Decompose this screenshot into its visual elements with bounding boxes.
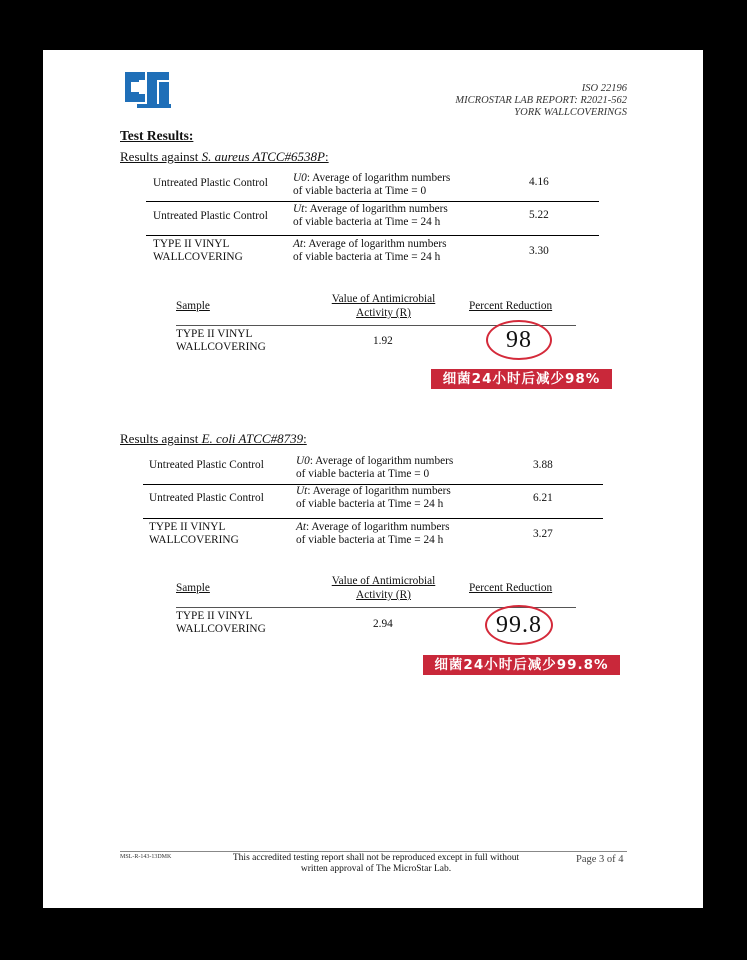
report-client: YORK WALLCOVERINGS — [514, 107, 627, 118]
s2-reduction-banner: 细菌24小时后减少99.8% — [423, 655, 620, 675]
s1-row2-value: 5.22 — [529, 209, 549, 221]
report-number: MICROSTAR LAB REPORT: R2021-562 — [455, 95, 627, 106]
s2-col-r-value: Value of Antimicrobial Activity (R) — [331, 575, 436, 601]
page-number: Page 3 of 4 — [576, 854, 624, 865]
s2-row2-sample: Untreated Plastic Control — [149, 492, 264, 504]
s2-row1-desc: U0: Average of logarithm numbers of viable bacteria at Time = 0 — [296, 455, 454, 480]
s2-row3-desc: At: Average of logarithm numbers of viable bacteria at Time = 24 h — [296, 521, 450, 546]
s2-row1-sample: Untreated Plastic Control — [149, 459, 264, 471]
s1-summary-sample: TYPE II VINYL WALLCOVERING — [176, 328, 266, 353]
s1-row1-value: 4.16 — [529, 176, 549, 188]
s2-reduction-highlight: 99.8 — [485, 605, 553, 645]
s2-col-sample: Sample — [176, 582, 210, 594]
s2-row3-value: 3.27 — [533, 528, 553, 540]
section2-heading: Results against E. coli ATCC#8739: — [120, 431, 307, 446]
footer-notice: This accredited testing report shall not be reproduced except in full without written approval of The MicroStar Lab. — [232, 853, 520, 874]
s2-summary-sample: TYPE II VINYL WALLCOVERING — [176, 610, 266, 635]
s1-row2-sample: Untreated Plastic Control — [153, 210, 268, 222]
report-standard: ISO 22196 — [581, 83, 627, 94]
divider — [146, 201, 599, 202]
s2-r-value: 2.94 — [373, 618, 393, 630]
s1-row3-desc: At: Average of logarithm numbers of viable bacteria at Time = 24 h — [293, 238, 447, 263]
divider — [143, 518, 603, 519]
footer-divider — [120, 851, 627, 852]
microstar-logo-icon — [123, 68, 171, 110]
s2-col-reduction: Percent Reduction — [469, 582, 553, 594]
section1-heading: Results against S. aureus ATCC#6538P: — [120, 149, 329, 164]
s1-row1-sample: Untreated Plastic Control — [153, 177, 268, 189]
page-title: Test Results: — [120, 128, 194, 143]
divider — [146, 235, 599, 236]
s1-row3-sample: TYPE II VINYL WALLCOVERING — [153, 238, 243, 263]
s1-r-value: 1.92 — [373, 335, 393, 347]
s2-row3-sample: TYPE II VINYL WALLCOVERING — [149, 521, 239, 546]
s1-col-reduction: Percent Reduction — [469, 300, 553, 312]
s1-row1-desc: U0: Average of logarithm numbers of viable bacteria at Time = 0 — [293, 172, 451, 197]
s2-row1-value: 3.88 — [533, 459, 553, 471]
s1-col-r-value: Value of Antimicrobial Activity (R) — [331, 293, 436, 319]
s1-row2-desc: Ut: Average of logarithm numbers of viable bacteria at Time = 24 h — [293, 203, 448, 228]
s1-reduction-banner: 细菌24小时后减少98% — [431, 369, 612, 389]
s2-row2-value: 6.21 — [533, 492, 553, 504]
s1-col-sample: Sample — [176, 300, 210, 312]
footer-doc-code: MSL-R-143-13DMK — [120, 854, 172, 860]
s1-reduction-highlight: 98 — [486, 320, 552, 360]
s2-row2-desc: Ut: Average of logarithm numbers of viable bacteria at Time = 24 h — [296, 485, 451, 510]
s1-row3-value: 3.30 — [529, 245, 549, 257]
report-page — [43, 50, 703, 908]
